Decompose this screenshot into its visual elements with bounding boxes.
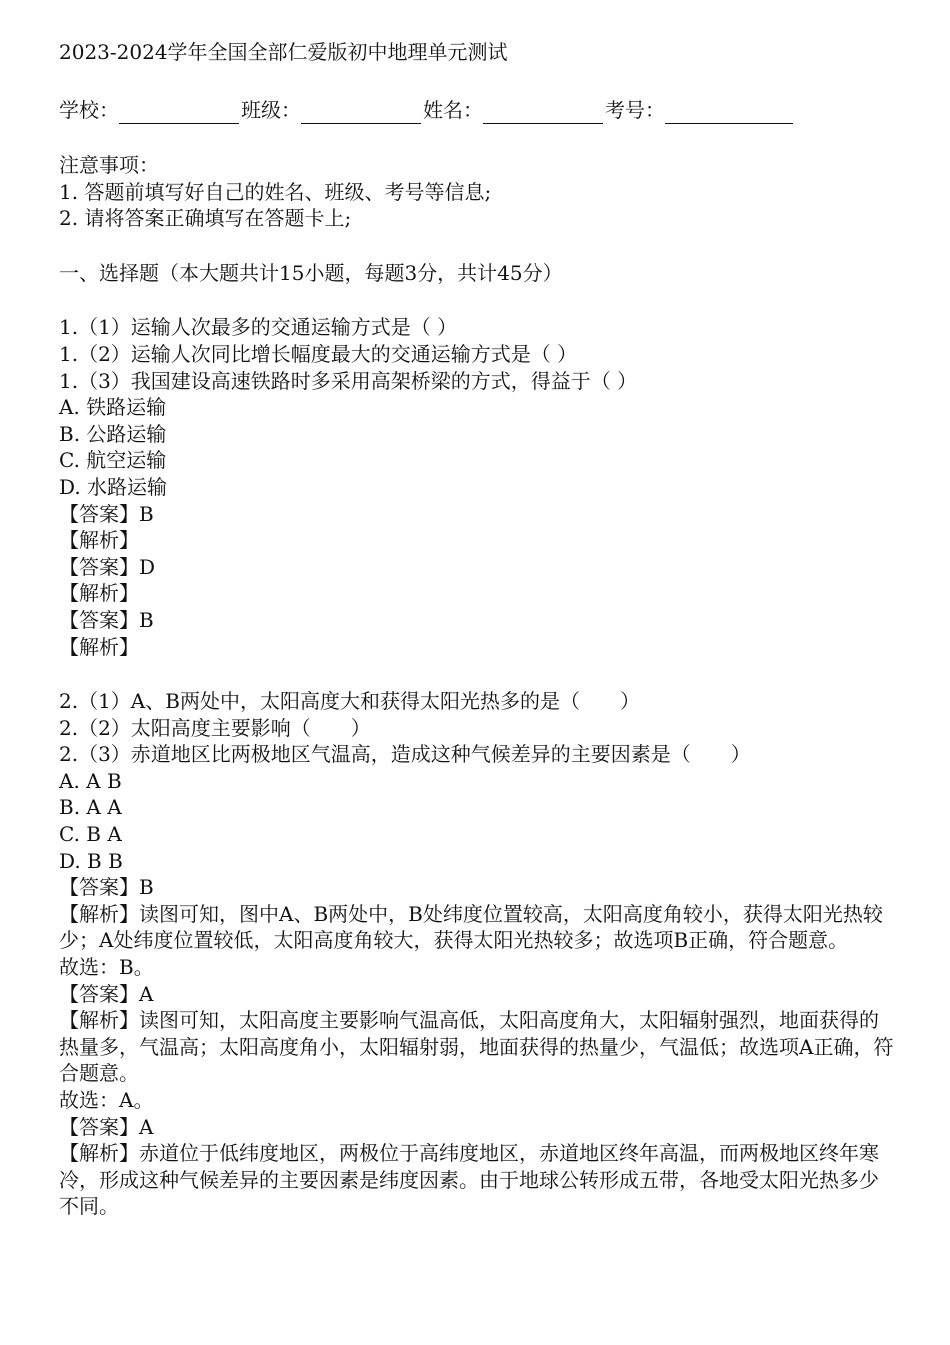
- option-b: B. 公路运输: [59, 421, 167, 446]
- student-info-row: [59, 96, 899, 124]
- option-c: C. B A: [59, 822, 122, 847]
- answer-line: 【答案】A: [59, 1114, 154, 1139]
- selection-line: 故选：B。: [59, 955, 154, 980]
- number-label: 考号：: [605, 98, 665, 122]
- class-label: 班级：: [241, 98, 301, 122]
- explanation-line: 【解析】: [59, 528, 139, 553]
- document-page: [59, 38, 899, 1220]
- option-a: A. 铁路运输: [59, 395, 167, 420]
- question-1: [59, 314, 899, 660]
- notice-item: 2. 请将答案正确填写在答题卡上;: [59, 206, 352, 231]
- option-c: C. 航空运输: [59, 448, 167, 473]
- school-blank: [119, 101, 239, 124]
- notice-block: [59, 152, 899, 232]
- name-label: 姓名：: [423, 98, 483, 122]
- question-stem: 2.（1）A、B两处中，太阳高度大和获得太阳光热多的是（ ）: [59, 689, 640, 714]
- option-d: D. B B: [59, 848, 123, 873]
- option-a: A. A B: [59, 768, 122, 793]
- school-label: 学校：: [59, 98, 119, 122]
- notice-item: 1. 答题前填写好自己的姓名、班级、考号等信息;: [59, 179, 492, 204]
- explanation-line: 【解析】: [59, 634, 139, 659]
- explanation-line: 【解析】: [59, 581, 139, 606]
- spacer: [59, 232, 899, 260]
- explanation-paragraph: 【解析】读图可知，图中A、B两处中，B处纬度位置较高，太阳高度角较小，获得太阳光热较少；A处纬度位置较低，太阳高度角较大，获得太阳光热较多；故选项B正确，符合题意。: [59, 901, 883, 953]
- notice-heading: 注意事项：: [59, 153, 159, 177]
- question-2: [59, 688, 899, 1220]
- spacer: [59, 660, 899, 688]
- option-d: D. 水路运输: [59, 474, 168, 499]
- question-stem: 2.（3）赤道地区比两极地区气温高，造成这种气候差异的主要因素是（ ）: [59, 742, 751, 767]
- question-stem: 1.（3）我国建设高速铁路时多采用高架桥梁的方式，得益于（ ）: [59, 368, 638, 393]
- answer-line: 【答案】B: [59, 607, 154, 632]
- answer-line: 【答案】B: [59, 875, 154, 900]
- section-title: 一、选择题（本大题共计15小题，每题3分，共计45分）: [59, 260, 563, 285]
- name-blank: [483, 101, 603, 124]
- answer-line: 【答案】A: [59, 981, 154, 1006]
- question-stem: 1.（1）运输人次最多的交通运输方式是（ ）: [59, 315, 458, 340]
- number-blank: [665, 101, 793, 124]
- option-b: B. A A: [59, 795, 122, 820]
- class-blank: [301, 101, 421, 124]
- explanation-paragraph: 【解析】赤道位于低纬度地区，两极位于高纬度地区，赤道地区终年高温，而两极地区终年寒冷，形成这种气候差异的主要因素是纬度因素。由于地球公转形成五带，各地受太阳光热多少不同。: [59, 1141, 879, 1219]
- question-stem: 1.（2）运输人次同比增长幅度最大的交通运输方式是（ ）: [59, 341, 578, 366]
- answer-line: 【答案】D: [59, 554, 156, 579]
- explanation-paragraph: 【解析】读图可知，太阳高度主要影响气温高低，太阳高度角大，太阳辐射强烈，地面获得的热量多，气温高；太阳高度角小，太阳辐射弱，地面获得的热量少，气温低；故选项A正确，符合题意。: [59, 1008, 894, 1086]
- question-stem: 2.（2）太阳高度主要影响（ ）: [59, 715, 371, 740]
- answer-line: 【答案】B: [59, 501, 154, 526]
- document-title: 2023-2024学年全国全部仁爱版初中地理单元测试: [59, 40, 508, 64]
- selection-line: 故选：A。: [59, 1088, 154, 1112]
- spacer: [59, 286, 899, 314]
